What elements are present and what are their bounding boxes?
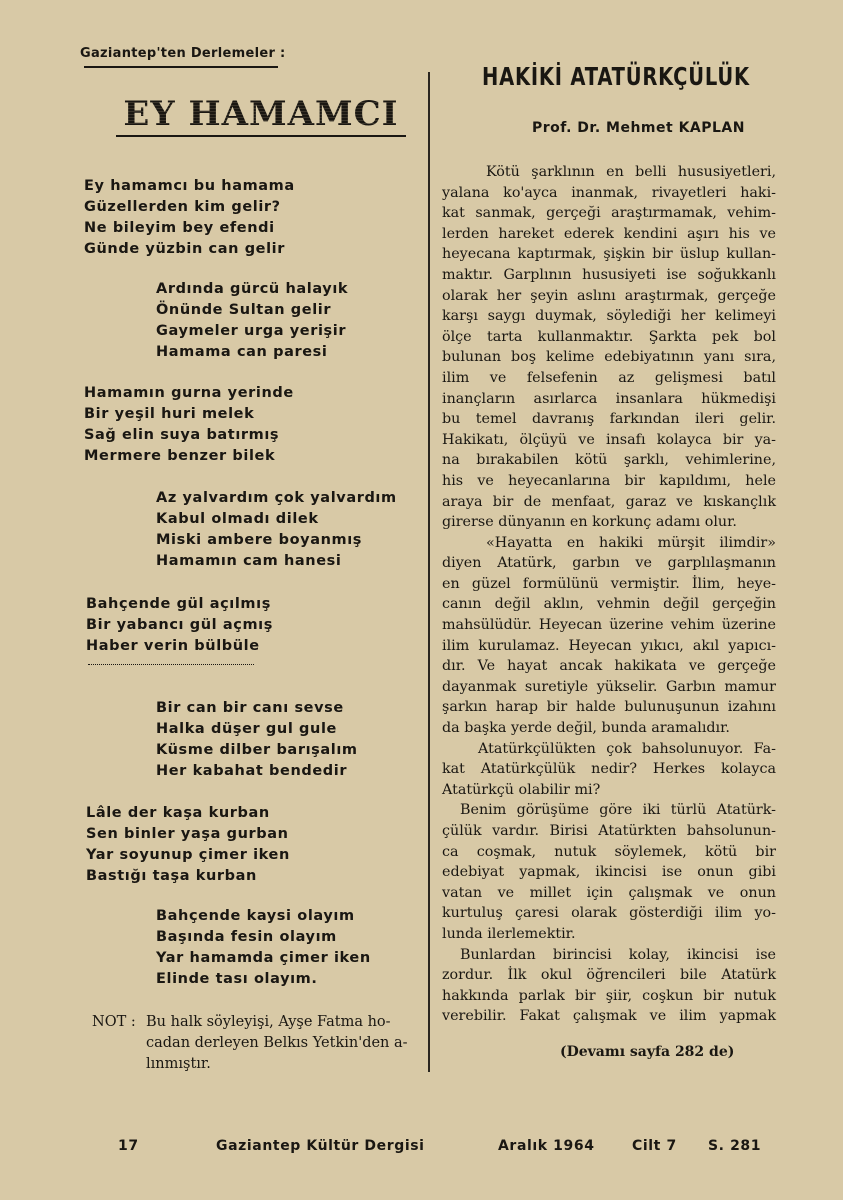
footer-volume: Cilt 7 [632, 1138, 677, 1154]
article-line: dayanmak suretiyle yükselir. Garbın mamur [442, 678, 776, 695]
article-line: Atatürkçü olabilir mi? [442, 781, 601, 798]
article-line: ölçe tarta kullanmaktır. Şarkta pek bol [442, 328, 776, 345]
article-line: «Hayatta en hakiki mürşit ilimdir» [486, 534, 776, 551]
poem-line: Elinde tası olayım. [156, 971, 318, 987]
article-line: edebiyat yapmak, ikincisi ise onun gibi [442, 864, 776, 881]
poem-stanza-4 [156, 488, 397, 572]
poem-line: Bastığı taşa kurban [86, 868, 257, 884]
footer-page-number: 17 [118, 1138, 139, 1154]
article-line: araya bir de menfaat, garaz ve kıskançlık [442, 493, 776, 510]
poem-stanza-3 [84, 383, 294, 467]
poem-stanza-5 [86, 594, 273, 657]
poem-line: Hamama can paresi [156, 344, 328, 360]
poem-line: Günde yüzbin can gelir [84, 241, 285, 257]
article-line: kat Atatürkçülük nedir? Herkes kolayca [442, 761, 776, 778]
article-line: inançların asırlarca insanlara hükmedişi [442, 390, 776, 407]
poem-title: EY HAMAMCI [116, 93, 406, 137]
article-line: çülük vardır. Birisi Atatürkten bahsolunun- [442, 823, 776, 839]
article-line: Atatürkçülükten çok bahsolunuyor. Fa- [478, 740, 776, 757]
footer-journal: Gaziantep Kültür Dergisi [216, 1138, 425, 1154]
article-line: bu temel davranış farkından ileri gelir. [442, 411, 776, 428]
article-title: HAKİKİ ATATÜRKÇÜLÜK [482, 62, 750, 91]
poem-line: Yar hamamda çimer iken [156, 950, 371, 966]
poem-line: Kabul olmadı dilek [156, 511, 319, 527]
poem-line: Yar soyunup çimer iken [86, 847, 290, 863]
article-line: na bırakabilen kötü şarklı, vehimlerine, [442, 452, 776, 469]
poem-line: Sen binler yaşa gurban [86, 826, 289, 842]
poem-line: Halka düşer gul gule [156, 721, 337, 737]
article-line: diyen Atatürk, garbın ve garplılaşmanın [442, 555, 776, 572]
poem-line: Hamamın cam hanesi [156, 553, 342, 569]
article-line: girerse dünyanın en korkunç adamı olur. [442, 514, 737, 531]
article-line: verebilir. Fakat çalışmak ve ilim yapmak [442, 1008, 776, 1025]
article-line: ilim kurulamaz. Heyecan yıkıcı, akıl yapıcı- [442, 637, 776, 654]
article-body [442, 162, 776, 1027]
article-line: vatan ve millet için çalışmak ve onun [442, 884, 776, 901]
footer-date: Aralık 1964 [498, 1138, 595, 1154]
article-line: Bunlardan birincisi kolay, ikincisi ise [460, 946, 776, 963]
column-divider [428, 72, 430, 1072]
poem-line: Bir yabancı gül açmış [86, 617, 273, 633]
poem-line: Bahçende kaysi olayım [156, 908, 355, 924]
article-line: ca coşmak, nutuk söylemek, kötü bir [442, 843, 776, 860]
article-line: karşı saygı duymak, söylediği her kelimeyi [442, 308, 776, 325]
article-line: en güzel formülünü vermiştir. İlim, heye- [442, 575, 776, 592]
poem-line: Bahçende gül açılmış [86, 596, 271, 612]
dotted-divider [88, 664, 254, 665]
article-line: bulunan boş kelime edebiyatının yanı sıra, [442, 349, 776, 366]
poem-line: Ey hamamcı bu hamama [84, 178, 295, 194]
note-body [146, 1012, 424, 1075]
poem-line: Hamamın gurna yerinde [84, 385, 294, 401]
poem-stanza-1 [84, 176, 295, 260]
poem-stanza-8 [156, 906, 371, 990]
article-line: zordur. İlk okul öğrencileri bile Atatürk [442, 967, 776, 984]
article-line: yalana ko'ayca inanmak, rivayetleri haki- [442, 184, 776, 201]
note-label: NOT : [92, 1014, 136, 1030]
article-line: heyecana kaptırmak, şişkin bir üslup kullan- [442, 246, 776, 263]
poem-line: Az yalvardım çok yalvardım [156, 490, 397, 506]
poem-stanza-7 [86, 803, 290, 887]
article-line: şarkın harap bir halde bulunuşunun izahını [442, 699, 776, 716]
article-line: lerden hareket ederek kendini aşırı his ve [442, 225, 776, 242]
poem-line: Gaymeler urga yerişir [156, 323, 347, 339]
article-line: his ve heyecanlarına bir kapıldımı, hele [442, 472, 776, 489]
article-line: ilim ve felsefenin az gelişmesi batıl [442, 369, 776, 386]
note-line: lınmıştır. [146, 1056, 211, 1072]
poem-line: Küsme dilber barışalım [156, 742, 358, 758]
poem-line: Ne bileyim bey efendi [84, 220, 275, 236]
article-line: dır. Ve hayat ancak hakikata ve gerçeğe [442, 658, 776, 675]
article-line: canın değil aklın, vehmin değil gerçeğin [442, 596, 776, 613]
continued-note: (Devamı sayfa 282 de) [560, 1044, 735, 1060]
poem-stanza-2 [156, 279, 348, 363]
footer-issue: S. 281 [708, 1138, 762, 1154]
poem-line: Güzellerden kim gelir? [84, 199, 281, 215]
poem-line: Ardında gürcü halayık [156, 281, 349, 297]
article-line: da başka yerde değil, bunda aramalıdır. [442, 720, 730, 737]
poem-line: Bir can bir canı sevse [156, 700, 344, 716]
poem-line: Sağ elin suya batırmış [84, 427, 280, 443]
article-author: Prof. Dr. Mehmet KAPLAN [532, 120, 745, 136]
article-line: hakkında parlak bir şiir, coşkun bir nutuk [442, 987, 776, 1004]
article-line: mahsülüdür. Heyecan üzerine vehim üzerine [442, 617, 776, 634]
section-header: Gaziantep'ten Derlemeler : [80, 46, 286, 61]
poem-line: Önünde Sultan gelir [156, 302, 332, 318]
article-line: Benim görüşüme göre iki türlü Atatürk- [460, 802, 776, 819]
article-line: Hakikatı, ölçüyü ve insafı kolayca bir ya- [442, 431, 776, 448]
poem-stanza-6 [156, 698, 358, 782]
header-rule [84, 66, 278, 68]
note-line: Bu halk söyleyişi, Ayşe Fatma ho- [146, 1014, 391, 1030]
article-line: kat sanmak, gerçeği araştırmamak, vehim- [442, 205, 776, 222]
article-line: lunda ilerlemektir. [442, 925, 576, 942]
poem-line: Mermere benzer bilek [84, 448, 276, 464]
article-line: maktır. Garplının hususiyeti ise soğukkanlı [442, 266, 776, 283]
article-line: Kötü şarklının en belli hususiyetleri, [486, 164, 776, 180]
poem-line: Lâle der kaşa kurban [86, 805, 270, 821]
poem-line: Haber verin bülbüle [86, 638, 260, 654]
poem-line: Başında fesin olayım [156, 929, 337, 945]
article-line: kurtuluş çaresi olarak gösterdiği ilim yo- [442, 905, 776, 922]
poem-line: Miski ambere boyanmış [156, 532, 363, 548]
poem-line: Her kabahat bendedir [156, 763, 348, 779]
article-line: olarak her şeyin aslını araştırmak, gerçeğe [442, 287, 776, 304]
poem-line: Bir yeşil huri melek [84, 406, 255, 422]
note-line: cadan derleyen Belkıs Yetkin'den a- [146, 1035, 408, 1051]
